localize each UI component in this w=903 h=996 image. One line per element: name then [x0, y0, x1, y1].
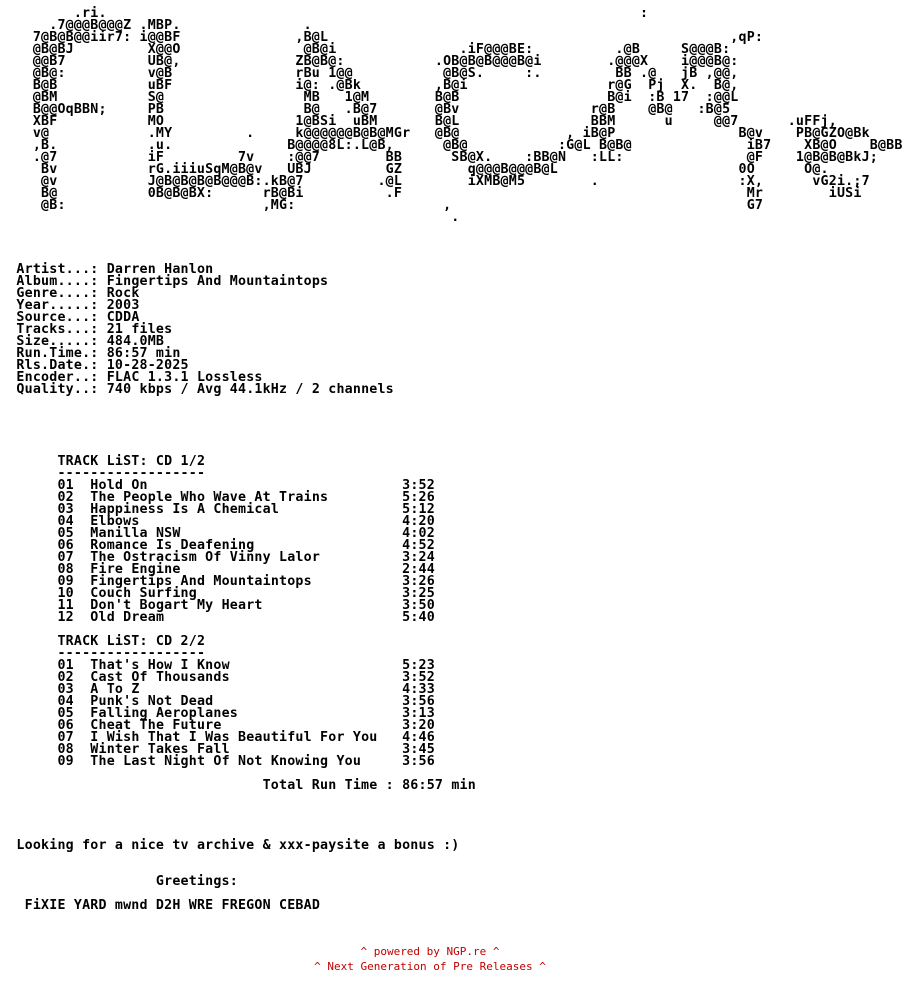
track-length: 3:25: [402, 586, 435, 601]
track-number: 08: [57, 742, 74, 757]
track-title: Happiness Is A Chemical: [90, 502, 280, 517]
release-info-row-quality: Quality..: 740 kbps / Avg 44.1kHz / 2 channels: [16, 382, 394, 397]
track-title: I Wish That I Was Beautiful For You: [90, 730, 378, 745]
track-length: 4:33: [402, 682, 435, 697]
track-number: 09: [57, 574, 74, 589]
track-number: 07: [57, 550, 74, 565]
ascii-art-line: @B@: v@B rBu 1@@ @B@S. :. BB .@ jB ,@@,: [0, 66, 739, 81]
release-info-row-album: Album....: Fingertips And Mountaintops: [16, 274, 329, 289]
release-info-row-artist: Artist...: Darren Hanlon: [16, 262, 214, 277]
track-title: The Ostracism Of Vinny Lalor: [90, 550, 321, 565]
ascii-art-line: .ri. :: [0, 6, 649, 21]
greetings-groups: FiXIE YARD mwnd D2H WRE FREGON CEBAD: [24, 898, 321, 913]
run-time-value: 86:57 min: [106, 346, 181, 361]
greetings-title: Greetings:: [155, 874, 238, 889]
tracklist-cd1-underline: ------------------: [57, 466, 206, 481]
track-length: 5:40: [402, 610, 435, 625]
track-length: 3:20: [402, 718, 435, 733]
track-title: That's How I Know: [90, 658, 230, 673]
track-length: 3:52: [402, 670, 435, 685]
ascii-art-line: @@B7 UB@, ZB@B@: .OB@B@B@@@B@i .@@@X i@@@B@:: [0, 54, 739, 69]
track-length: 5:23: [402, 658, 435, 673]
ascii-art-line: XBF MO 1@BSi uBM B@L BBM u @@7 .uFFj,: [0, 114, 837, 129]
track-length: 4:20: [402, 514, 435, 529]
ascii-art-line: 7@B@B@@iir7: i@@BF ,B@L ,qP:: [0, 30, 764, 45]
track-number: 04: [57, 514, 74, 529]
genre-value: Rock: [106, 286, 140, 301]
total-run-time: [0, 780, 476, 792]
track-title: The Last Night Of Not Knowing You: [90, 754, 362, 769]
track-length: 4:02: [402, 526, 435, 541]
tracklist-cd1-rows: [0, 480, 435, 624]
tracklist-cd2: [0, 624, 435, 780]
track-title: The People Who Wave At Trains: [90, 490, 329, 505]
ascii-art-line: B@B uBF i@: .@Bk ,B@i r@G Pj X. B@,: [0, 78, 739, 93]
track-number: 03: [57, 502, 74, 517]
ascii-art-line: .: [0, 210, 460, 225]
rls-date-value: 10-28-2025: [106, 358, 189, 373]
release-info-row-encoder: Encoder..: FLAC 1.3.1 Lossless: [16, 370, 263, 385]
ascii-art-line: ,B. .u. B@@@@8L:.L@B, @B@ :G@L B@B@ iB7 XB@O B@BB: [0, 138, 903, 153]
ascii-art-line: @B@BJ X@@O @B@i .iF@@@BE: .@B S@@@B:: [0, 42, 731, 57]
year-value: 2003: [106, 298, 140, 313]
track-title: Winter Takes Fall: [90, 742, 230, 757]
track-length: 5:26: [402, 490, 435, 505]
track-number: 10: [57, 586, 74, 601]
track-number: 07: [57, 730, 74, 745]
ascii-art-line: @BM S@ MB 1@M B@B B@i :B 17 :@@L: [0, 90, 739, 105]
ascii-art-line: B@@OqBBN; PB B@ .B@7 @Bv r@B @B@ :B@5: [0, 102, 731, 117]
ascii-art-line: .@7 iF 7v :@@7 BB SB@X. :BB@N :LL: @F 1@B@B@BkJ;: [0, 150, 878, 165]
track-title: Punk's Not Dead: [90, 694, 214, 709]
source-value: CDDA: [106, 310, 140, 325]
track-title: Couch Surfing: [90, 586, 197, 601]
artist-value: Darren Hanlon: [106, 262, 214, 277]
track-number: 04: [57, 694, 74, 709]
release-info-row-year: Year.....: 2003: [16, 298, 140, 313]
ascii-art-line: B@ 0B@B@BX: rB@Bi .F Mr iUSi: [0, 186, 862, 201]
track-number: 02: [57, 490, 74, 505]
tracklist-cd2-rows: [0, 660, 435, 768]
size-value: 484.0MB: [106, 334, 165, 349]
ascii-art-line: @B: ,MG: , G7: [0, 198, 764, 213]
track-length: 3:24: [402, 550, 435, 565]
track-row: [0, 612, 435, 624]
footer-tagline: ^ Next Generation of Pre Releases ^: [314, 960, 546, 973]
track-number: 03: [57, 682, 74, 697]
tracklist-cd2-title: TRACK LiST: CD 2/2: [57, 634, 206, 649]
track-length: 5:12: [402, 502, 435, 517]
track-length: 4:52: [402, 538, 435, 553]
track-length: 3:56: [402, 694, 435, 709]
tracks-value: 21 files: [106, 322, 173, 337]
track-title: Cheat The Future: [90, 718, 222, 733]
track-row: [0, 756, 435, 768]
bonus-note: Looking for a nice tv archive & xxx-paysite a bonus :): [16, 838, 460, 853]
track-length: 2:44: [402, 562, 435, 577]
ascii-art-logo: [0, 8, 903, 224]
track-length: 3:45: [402, 742, 435, 757]
total-run-time-label: Total Run Time :: [262, 778, 394, 793]
track-title: Old Dream: [90, 610, 165, 625]
track-title: Romance Is Deafening: [90, 538, 255, 553]
ascii-art-line: Bv rG.iiiuSqM@B@v UBJ GZ q@@@B@@@B@L 0O O@.: [0, 162, 829, 177]
release-info-row-genre: Genre....: Rock: [16, 286, 140, 301]
tracklist-cd2-underline: ------------------: [57, 646, 206, 661]
footer-powered-by: ^ powered by NGP.re ^: [360, 945, 500, 958]
track-number: 12: [57, 610, 74, 625]
release-info-row-run-time: Run.Time.: 86:57 min: [16, 346, 181, 361]
track-title: Don't Bogart My Heart: [90, 598, 263, 613]
ascii-art-line: v@ .MY . k@@@@@@B@B@MGr @B@ , iB@P B@v PB@GZO@Bk: [0, 126, 870, 141]
track-title: Manilla NSW: [90, 526, 181, 541]
track-length: 4:46: [402, 730, 435, 745]
track-length: 3:50: [402, 598, 435, 613]
track-number: 06: [57, 718, 74, 733]
ascii-art-line: @v J@B@B@B@B@@@B:.kB@7 .@L iXMB@M5 . :X, vG2i.;7: [0, 174, 870, 189]
track-number: 05: [57, 706, 74, 721]
track-number: 01: [57, 658, 74, 673]
track-title: Fire Engine: [90, 562, 181, 577]
release-info-row-tracks: Tracks...: 21 files: [16, 322, 173, 337]
release-info-row-source: Source...: CDDA: [16, 310, 140, 325]
track-number: 02: [57, 670, 74, 685]
release-info-row-size: Size.....: 484.0MB: [16, 334, 165, 349]
track-number: 06: [57, 538, 74, 553]
track-length: 3:26: [402, 574, 435, 589]
quality-value: 740 kbps / Avg 44.1kHz / 2 channels: [106, 382, 394, 397]
tracklist-cd1: [0, 444, 435, 636]
track-title: Elbows: [90, 514, 140, 529]
tracklist-cd1-title: TRACK LiST: CD 1/2: [57, 454, 206, 469]
track-length: 3:13: [402, 706, 435, 721]
track-title: Fingertips And Mountaintops: [90, 574, 312, 589]
ascii-art-line: .7@@@B@@@Z .MBP. .: [0, 18, 312, 33]
release-info-row-rls-date: Rls.Date.: 10-28-2025: [16, 358, 189, 373]
track-title: A To Z: [90, 682, 140, 697]
track-number: 09: [57, 754, 74, 769]
album-value: Fingertips And Mountaintops: [106, 274, 329, 289]
track-number: 05: [57, 526, 74, 541]
track-title: Cast Of Thousands: [90, 670, 230, 685]
track-number: 08: [57, 562, 74, 577]
track-length: 3:52: [402, 478, 435, 493]
track-number: 01: [57, 478, 74, 493]
track-length: 3:56: [402, 754, 435, 769]
track-title: Falling Aeroplanes: [90, 706, 238, 721]
release-info: [0, 252, 394, 408]
encoder-value: FLAC 1.3.1 Lossless: [106, 370, 263, 385]
track-title: Hold On: [90, 478, 148, 493]
track-number: 11: [57, 598, 74, 613]
total-run-time-value: 86:57 min: [402, 778, 476, 793]
